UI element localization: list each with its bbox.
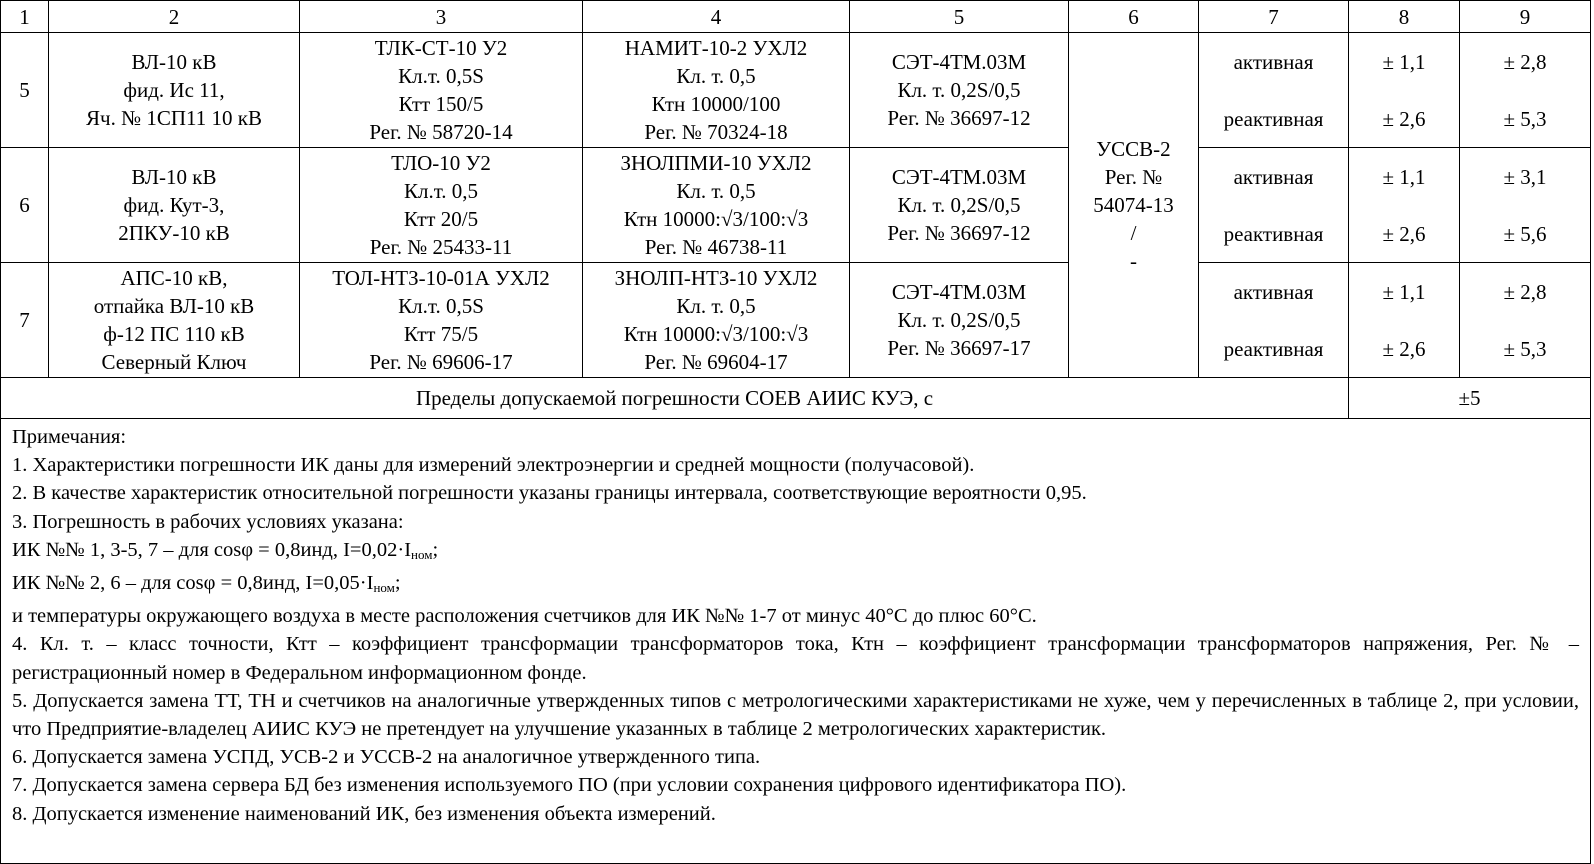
error-working-cell: [1460, 263, 1591, 378]
tn-line: Ктн 10000:√3/100:√3: [623, 322, 809, 346]
tn-line: ЗНОЛП-НТЗ-10 УХЛ2: [614, 266, 818, 290]
header-cell: 6: [1069, 1, 1199, 33]
object-line: 2ПКУ-10 кВ: [118, 221, 230, 245]
meter-line: Рег. № 36697-12: [887, 221, 1031, 245]
tt-line: Кл.т. 0,5: [403, 179, 479, 203]
current-transformer-cell: [300, 263, 583, 378]
note-item: 4. Кл. т. – класс точности, Ктт – коэффициент трансформации трансформаторов тока, Ктн – коэффициент трансформации трансформаторов напряжения, Рег. № – регистрационный номер в Федеральном информационном фонде.: [12, 633, 1579, 684]
header-cell: 3: [300, 1, 583, 33]
tn-line: Рег. № 46738-11: [644, 235, 788, 259]
notes-row: [1, 419, 1591, 864]
tn-line: Кл. т. 0,5: [676, 179, 756, 203]
energy-kind: реактивная: [1223, 336, 1324, 361]
meter-line: СЭТ-4ТМ.03М: [891, 280, 1027, 304]
tt-line: Ктт 20/5: [403, 207, 479, 231]
meter-line: Рег. № 36697-17: [887, 336, 1031, 360]
note-item: 6. Допускается замена УСПД, УСВ-2 и УССВ-2 на аналогичное утвержденного типа.: [12, 746, 761, 769]
meter-line: Кл. т. 0,2S/0,5: [897, 193, 1021, 217]
error-value: ± 2,6: [1382, 106, 1426, 131]
error-working-cell: [1460, 33, 1591, 148]
tt-line: ТОЛ-НТЗ-10-01А УХЛ2: [332, 266, 550, 290]
voltage-transformer-cell: [583, 263, 850, 378]
current-transformer-cell: [300, 148, 583, 263]
object-line: ВЛ-10 кВ: [131, 165, 217, 189]
error-basic-cell: [1349, 33, 1460, 148]
tn-line: Кл. т. 0,5: [676, 64, 756, 88]
object-name-cell: [49, 263, 300, 378]
meter-line: Кл. т. 0,2S/0,5: [897, 78, 1021, 102]
tt-line: Кл.т. 0,5S: [398, 64, 484, 88]
note-item: [12, 536, 1579, 569]
tn-line: Ктн 10000/100: [651, 92, 781, 116]
meter-cell: [850, 263, 1069, 378]
note-punct: ;: [394, 572, 401, 595]
error-value: ± 5,3: [1503, 106, 1547, 131]
object-line: отпайка ВЛ-10 кВ: [93, 294, 255, 318]
meter-line: СЭТ-4ТМ.03М: [891, 165, 1027, 189]
error-value: ± 1,1: [1382, 279, 1426, 304]
tt-line: Кл.т. 0,5S: [398, 294, 484, 318]
error-value: ± 1,1: [1382, 49, 1426, 74]
error-basic-cell: [1349, 148, 1460, 263]
error-value: ± 5,3: [1503, 336, 1547, 361]
meter-line: СЭТ-4ТМ.03М: [891, 50, 1027, 74]
energy-kind: реактивная: [1223, 221, 1324, 246]
note-text: ИК №№ 2, 6 – для cosφ = 0,8инд, I=0,05·I: [12, 572, 374, 595]
error-value: ± 5,6: [1503, 221, 1547, 246]
tt-line: Ктт 150/5: [398, 92, 484, 116]
header-cell: 2: [49, 1, 300, 33]
ussv-line: /: [1130, 221, 1137, 245]
current-transformer-cell: [300, 33, 583, 148]
note-punct: ;: [432, 538, 439, 561]
voltage-transformer-cell: [583, 148, 850, 263]
note-item: 2. В качестве характеристик относительной погрешности указаны границы интервала, соответствующие вероятности 0,95.: [12, 482, 1087, 505]
error-value: ± 2,6: [1382, 336, 1426, 361]
header-cell: 8: [1349, 1, 1460, 33]
tt-line: ТЛО-10 У2: [391, 151, 491, 175]
tn-line: Ктн 10000:√3/100:√3: [623, 207, 809, 231]
voltage-transformer-cell: [583, 33, 850, 148]
object-name-cell: [49, 33, 300, 148]
error-working-cell: [1460, 148, 1591, 263]
object-line: фид. Кут-3,: [123, 193, 225, 217]
object-name-cell: [49, 148, 300, 263]
object-line: АПС-10 кВ,: [120, 266, 228, 290]
ussv-line: Рег. №: [1104, 165, 1163, 189]
object-line: Яч. № 1СП11 10 кВ: [86, 106, 262, 130]
tn-line: Рег. № 69604-17: [644, 350, 788, 374]
notes-cell: [1, 419, 1591, 864]
soev-label: Пределы допускаемой погрешности СОЕВ АИИС КУЭ, с: [1, 378, 1349, 419]
soev-value: ±5: [1349, 378, 1591, 419]
energy-kind-cell: [1199, 148, 1349, 263]
ussv-line: -: [1130, 249, 1137, 273]
energy-kind: активная: [1233, 279, 1314, 304]
channel-number: 5: [1, 33, 49, 148]
tn-line: Рег. № 70324-18: [644, 120, 788, 144]
soev-row: [1, 378, 1591, 419]
tn-line: ЗНОЛПМИ-10 УХЛ2: [620, 151, 812, 175]
channel-number: 6: [1, 148, 49, 263]
table-row: [1, 263, 1591, 378]
error-value: ± 1,1: [1382, 164, 1426, 189]
note-item: 3. Погрешность в рабочих условиях указана:: [12, 510, 404, 533]
meter-line: Кл. т. 0,2S/0,5: [897, 308, 1021, 332]
ussv-line: УССВ-2: [1096, 137, 1171, 161]
tt-line: Рег. № 25433-11: [369, 235, 513, 259]
error-value: ± 3,1: [1503, 164, 1547, 189]
energy-kind: активная: [1233, 49, 1314, 74]
header-cell: 9: [1460, 1, 1591, 33]
object-line: ВЛ-10 кВ: [131, 50, 217, 74]
subscript-nom: ном: [411, 546, 433, 562]
meter-cell: [850, 33, 1069, 148]
header-cell: 4: [583, 1, 850, 33]
table-header-row: [1, 1, 1591, 33]
header-cell: 5: [850, 1, 1069, 33]
tn-line: НАМИТ-10-2 УХЛ2: [624, 36, 808, 60]
header-cell: 7: [1199, 1, 1349, 33]
subscript-nom: ном: [373, 580, 395, 596]
note-item: [12, 569, 1579, 602]
tt-line: Рег. № 69606-17: [369, 350, 513, 374]
note-item: 7. Допускается замена сервера БД без изменения используемого ПО (при условии сохранения цифрового идентификатора ПО).: [12, 774, 1127, 797]
meter-line: Рег. № 36697-12: [887, 106, 1031, 130]
table-row: [1, 148, 1591, 263]
object-line: фид. Ис 11,: [123, 78, 225, 102]
tn-line: Кл. т. 0,5: [676, 294, 756, 318]
error-value: ± 2,8: [1503, 49, 1547, 74]
object-line: ф-12 ПС 110 кВ: [103, 322, 245, 346]
header-cell: 1: [1, 1, 49, 33]
note-item: 8. Допускается изменение наименований ИК, без изменения объекта измерений.: [12, 802, 716, 825]
tt-line: Рег. № 58720-14: [369, 120, 513, 144]
energy-kind-cell: [1199, 263, 1349, 378]
tt-line: ТЛК-СТ-10 У2: [374, 36, 508, 60]
note-item: 5. Допускается замена ТТ, ТН и счетчиков на аналогичные утвержденных типов с метрологическими характеристиками не хуже, чем у перечисленных в таблице 2, при условии, что Предприятие-владелец АИИС КУЭ не претендует на улучшение указанных в таблице 2 метрологических характеристик.: [12, 689, 1579, 741]
notes-title: Примечания:: [12, 426, 127, 448]
note-item: и температуры окружающего воздуха в месте расположения счетчиков для ИК №№ 1-7 от минус 40°С до плюс 60°С.: [12, 605, 1037, 628]
table-row: [1, 33, 1591, 148]
energy-kind: реактивная: [1223, 106, 1324, 131]
note-text: ИК №№ 1, 3-5, 7 – для cosφ = 0,8инд, I=0,02·I: [12, 538, 412, 561]
tt-line: Ктт 75/5: [403, 322, 479, 346]
energy-kind-cell: [1199, 33, 1349, 148]
meter-cell: [850, 148, 1069, 263]
ussv-cell: [1069, 33, 1199, 378]
error-basic-cell: [1349, 263, 1460, 378]
ussv-line: 54074-13: [1093, 193, 1174, 217]
error-value: ± 2,6: [1382, 221, 1426, 246]
energy-kind: активная: [1233, 164, 1314, 189]
channel-number: 7: [1, 263, 49, 378]
error-value: ± 2,8: [1503, 279, 1547, 304]
object-line: Северный Ключ: [101, 350, 247, 374]
note-item: 1. Характеристики погрешности ИК даны для измерений электроэнергии и средней мощности (получасовой).: [12, 454, 975, 477]
